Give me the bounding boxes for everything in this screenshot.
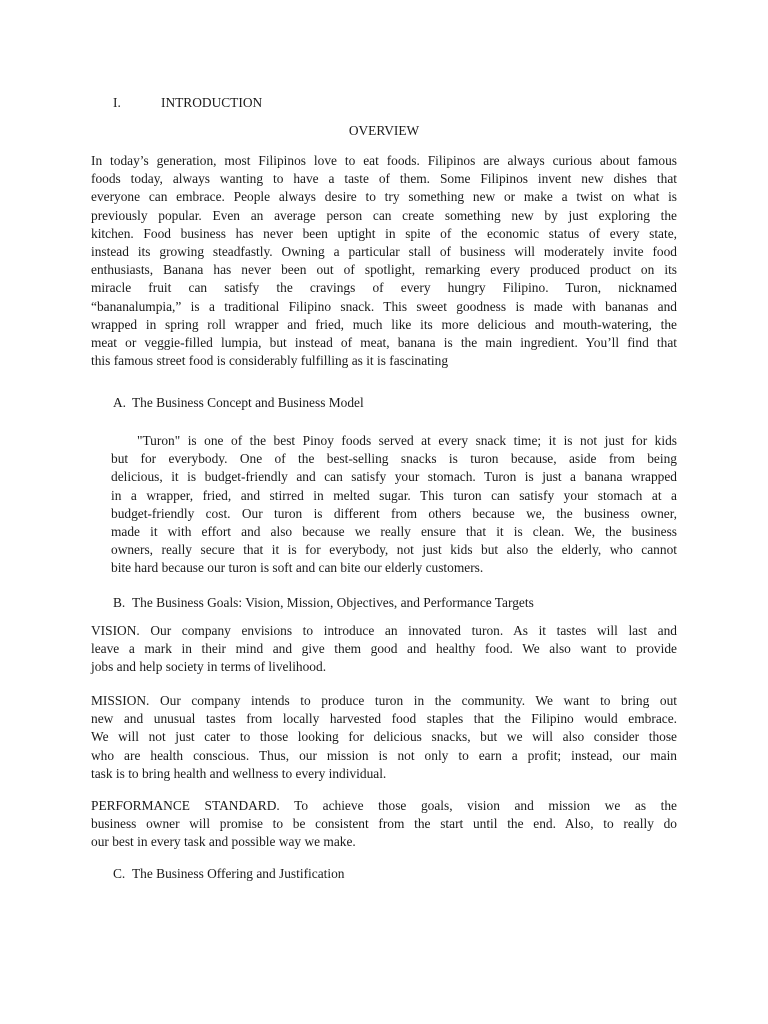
subsection-title: The Business Offering and Justification bbox=[132, 866, 345, 881]
paragraph-line: but for everybody. One of the best-selling snacks is turon because, aside from being bbox=[111, 451, 677, 467]
vision-paragraph bbox=[91, 622, 677, 677]
paragraph-line: We will not just cater to those looking for delicious snacks, but we will also consider those bbox=[91, 729, 677, 745]
mission-paragraph bbox=[91, 692, 677, 783]
paragraph-line: everyone can embrace. People always desire to try something new or make a twist on what is bbox=[91, 189, 677, 205]
paragraph-line: business owner will promise to be consistent from the start until the end. Also, to really do bbox=[91, 816, 677, 832]
performance-paragraph bbox=[91, 797, 677, 852]
subsection-letter: C. bbox=[113, 866, 126, 881]
paragraph-line: foods today, always wanting to have a taste of them. Some Filipinos invent new dishes that bbox=[91, 171, 677, 187]
subsection-title: The Business Concept and Business Model bbox=[132, 395, 364, 410]
paragraph-line: In today’s generation, most Filipinos love to eat foods. Filipinos are always curious about famous bbox=[91, 153, 677, 168]
paragraph-line: delicious, it is budget-friendly and can satisfy your stomach. Turon is just a banana wrapped bbox=[111, 469, 677, 485]
paragraph-line: miracle fruit can satisfy the cravings of every hungry Filipino. Turon, nicknamed bbox=[91, 280, 677, 296]
overview-paragraph bbox=[91, 152, 677, 370]
subsection-heading-b bbox=[113, 594, 534, 612]
subsection-letter: B. bbox=[113, 595, 126, 610]
section-number: I. bbox=[113, 95, 121, 110]
paragraph-line: "Turon" is one of the best Pinoy foods served at every snack time; it is not just for kids bbox=[137, 433, 677, 448]
paragraph-line: our best in every task and possible way we make. bbox=[91, 834, 356, 850]
subsection-heading-a bbox=[113, 394, 364, 412]
subsection-heading-c bbox=[113, 865, 344, 883]
paragraph-line: budget-friendly cost. Our turon is different from others because we, the business owner, bbox=[111, 505, 677, 521]
paragraph-line: meat or veggie-filled lumpia, but instead of meat, banana is the main ingredient. You’ll find that bbox=[91, 335, 677, 351]
paragraph-line: MISSION. Our company intends to produce turon in the community. We want to bring out bbox=[91, 693, 677, 708]
paragraph-line: instead its growing steadfastly. Owning a particular stall of business will moderately invite food bbox=[91, 244, 677, 260]
section-heading bbox=[113, 94, 262, 112]
concept-paragraph bbox=[111, 432, 677, 578]
subsection-title: The Business Goals: Vision, Mission, Objectives, and Performance Targets bbox=[132, 595, 534, 610]
paragraph-line: “bananalumpia,” is a traditional Filipino snack. This sweet goodness is made with bananas and bbox=[91, 298, 677, 314]
paragraph-line: leave a mark in their mind and give them good and healthy food. We also want to provide bbox=[91, 641, 677, 657]
paragraph-line: bite hard because our turon is soft and can bite our elderly customers. bbox=[111, 560, 484, 576]
paragraph-line: who are health conscious. Thus, our mission is not only to earn a profit; instead, our main bbox=[91, 747, 677, 763]
subsection-letter: A. bbox=[113, 395, 127, 410]
paragraph-line: PERFORMANCE STANDARD. To achieve those goals, vision and mission we as the bbox=[91, 798, 677, 813]
paragraph-line: jobs and help society in terms of livelihood. bbox=[91, 659, 327, 675]
paragraph-line: VISION. Our company envisions to introduce an innovated turon. As it tastes will last and bbox=[91, 623, 677, 638]
overview-title: OVERVIEW bbox=[348, 123, 420, 138]
paragraph-line: task is to bring health and wellness to every individual. bbox=[91, 765, 387, 781]
paragraph-line: wrapped in spring roll wrapper and fried, much like its more delicious and mouth-watering, the bbox=[91, 316, 677, 332]
paragraph-line: this famous street food is considerably fulfilling as it is fascinating bbox=[91, 353, 449, 369]
paragraph-line: owners, really secure that it is for everybody, not just kids but also the elderly, who cannot bbox=[111, 542, 677, 558]
section-title: INTRODUCTION bbox=[161, 95, 263, 110]
paragraph-line: new and unusual tastes from locally harvested food staples that the Filipino would embrace. bbox=[91, 711, 677, 727]
paragraph-line: in a wrapper, fried, and stirred in melted sugar. This turon can satisfy your stomach at a bbox=[111, 487, 677, 503]
paragraph-line: enthusiasts, Banana has never been out of spotlight, remarking every produced product on its bbox=[91, 262, 677, 278]
paragraph-line: previously popular. Even an average person can create something new by just exploring the bbox=[91, 207, 677, 223]
paragraph-line: made it with effort and also because we really ensure that it is clean. We, the business bbox=[111, 524, 677, 540]
paragraph-line: kitchen. Food business has never been uptight in spite of the economic status of every state, bbox=[91, 225, 677, 241]
